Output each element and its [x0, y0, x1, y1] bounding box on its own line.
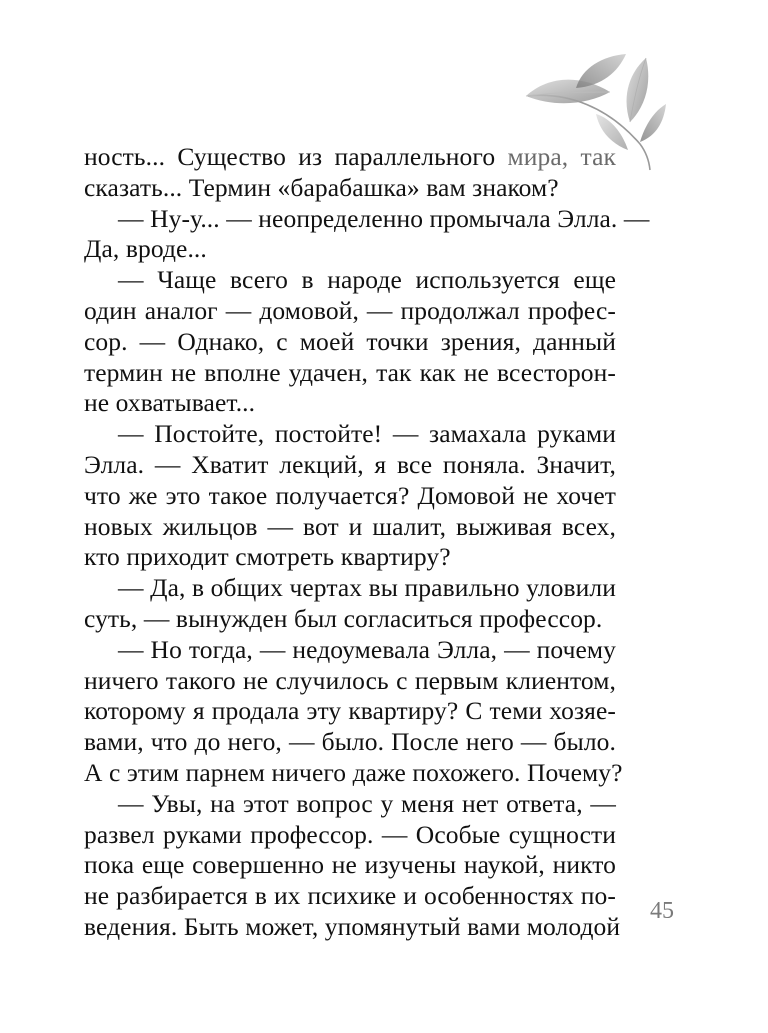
text-line: сор. — Однако, с моей точки зрения, данный: [84, 326, 616, 356]
text-line: — Увы, на этот вопрос у меня нет ответа, —: [118, 788, 616, 818]
text-line: [84, 142, 616, 173]
text-fragment-faded: мира, так: [495, 142, 616, 171]
text-line: которому я продала эту квартиру? С теми хозяе-: [84, 696, 616, 726]
text-line: — Чаще всего в народе используется еще: [118, 265, 616, 295]
text-line: ведения. Быть может, упомянутый вами молодой: [84, 911, 621, 941]
body-text: [84, 142, 650, 943]
text-line: что же это такое получается? Домовой не хочет: [84, 480, 616, 510]
text-line: не разбирается в их психике и особенностях по-: [84, 881, 616, 911]
text-line: не охватывает...: [84, 388, 256, 418]
text-line: новых жильцов — вот и шалит, выживая всех,: [84, 511, 616, 541]
text-line: пока еще совершенно не изучены наукой, никто: [84, 850, 616, 880]
text-line: развел руками профессор. — Особые сущности: [84, 819, 616, 849]
text-line: один аналог — домовой, — продолжал профес-: [84, 295, 616, 325]
text-line: — Ну-у... — неопределенно промычала Элла. —: [118, 203, 650, 233]
text-line: вами, что до него, — было. После него — было.: [84, 727, 616, 757]
text-line: сказать... Термин «барабашка» вам знаком?: [84, 172, 559, 202]
text-line: — Да, в общих чертах вы правильно уловили: [118, 573, 616, 603]
text-line: — Постойте, постойте! — замахала руками: [118, 419, 616, 449]
text-fragment: ность... Существо из параллельного: [84, 142, 496, 171]
text-line: кто приходит смотреть квартиру?: [84, 542, 451, 572]
text-line: термин не вполне удачен, так как не всесторон-: [84, 357, 616, 387]
text-line: суть, — вынужден был согласиться профессор.: [84, 603, 603, 633]
text-line: Элла. — Хватит лекций, я все поняла. Значит,: [84, 449, 616, 479]
text-line: Да, вроде...: [84, 234, 207, 264]
text-line: — Но тогда, — недоумевала Элла, — почему: [118, 634, 616, 664]
text-line: А с этим парнем ничего даже похожего. Почему?: [84, 757, 623, 787]
text-line: ничего такого не случилось с первым клиентом,: [84, 665, 616, 695]
page-number: 45: [650, 898, 674, 924]
